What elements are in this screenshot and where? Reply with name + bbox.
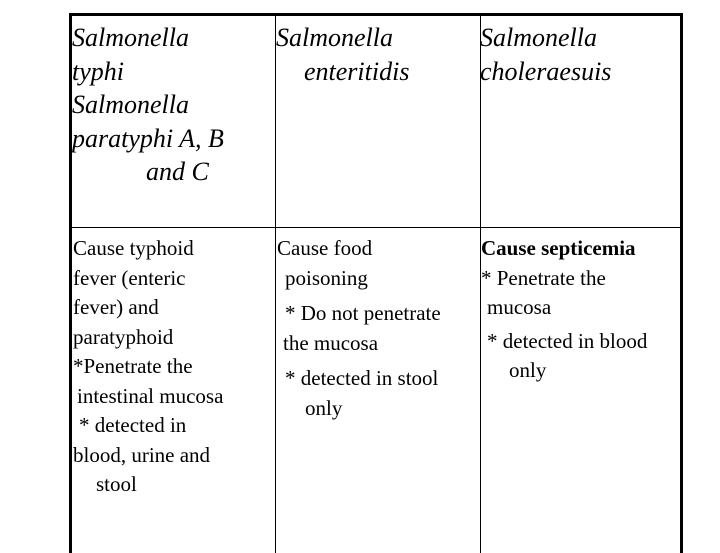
body-line: * detected in stool [285, 366, 439, 390]
body-line: mucosa [487, 295, 552, 319]
body-line: * detected in [79, 413, 187, 437]
body-cell-typhi-paratyphi [73, 234, 223, 500]
body-line: poisoning [285, 265, 368, 290]
header-cell-choleraesuis [480, 21, 611, 88]
body-line: * Penetrate the [481, 265, 606, 290]
header-line: enteritidis [304, 56, 410, 86]
header-cell-typhi-paratyphi [72, 21, 224, 189]
header-line: typhi [72, 56, 124, 86]
body-line: fever) and [73, 295, 159, 319]
body-line: Cause septicemia [481, 236, 636, 260]
body-line: the mucosa [283, 330, 379, 355]
body-line: * Do not penetrate [285, 301, 441, 325]
body-line: only [509, 358, 547, 382]
body-line: Cause typhoid [73, 236, 194, 260]
column-divider [275, 16, 276, 553]
header-cell-enteritidis [276, 21, 409, 88]
header-line: Salmonella [480, 23, 597, 52]
row-divider [72, 227, 680, 228]
header-line: Salmonella [276, 23, 393, 52]
header-line: Salmonella [72, 90, 189, 119]
body-cell-choleraesuis [481, 234, 647, 386]
body-line: only [305, 395, 343, 420]
header-line: choleraesuis [480, 56, 612, 86]
body-line: stool [96, 472, 137, 496]
body-line: *Penetrate the [73, 354, 193, 378]
body-line: fever (enteric [73, 265, 186, 290]
header-line: paratyphi A, B [72, 123, 224, 153]
body-line: blood, urine and [73, 442, 211, 467]
header-line: and C [146, 157, 209, 186]
body-line: * detected in blood [487, 328, 648, 353]
header-line: Salmonella [72, 23, 189, 52]
body-line: paratyphoid [73, 324, 174, 349]
body-line: intestinal mucosa [77, 383, 224, 408]
body-cell-enteritidis [277, 234, 441, 423]
body-line: Cause food [277, 236, 373, 260]
